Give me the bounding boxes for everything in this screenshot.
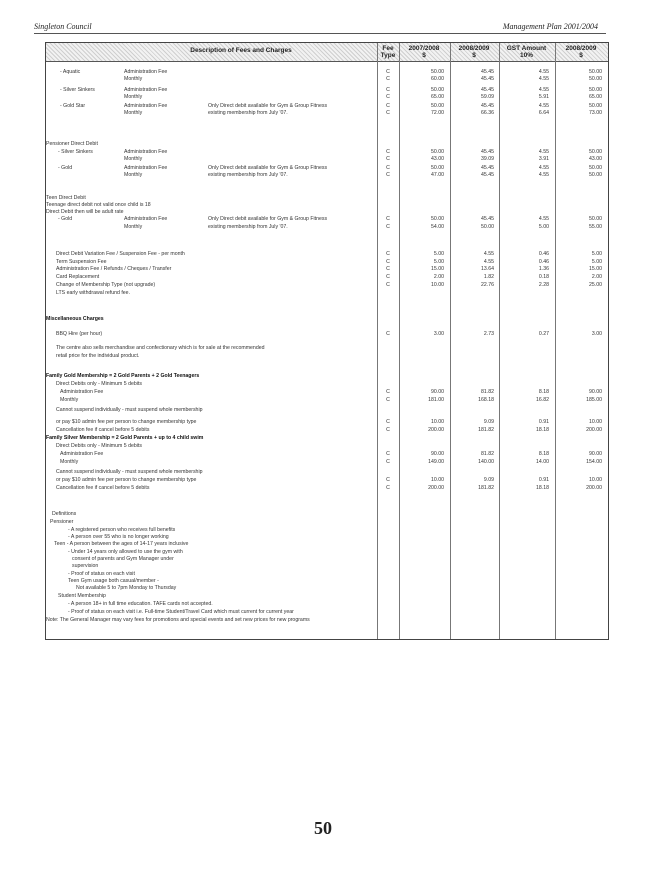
fee-2007-cell: 10.00 (431, 477, 444, 483)
definition-line: Teen - A person between the ages of 14-17 years inclusive (54, 541, 189, 547)
gst-cell: 0.91 (538, 477, 549, 483)
gst-cell: 5.91 (538, 94, 549, 100)
fee-2009-cell: 73.00 (589, 110, 602, 116)
row-label: Administration Fee (60, 451, 104, 457)
definition-line: Pensioner (50, 519, 74, 525)
fee-2008-cell: 81.82 (481, 451, 494, 457)
fee-2007-cell: 15.00 (431, 266, 444, 272)
definition-line: - Proof of status on each visit i.e. Full-time Student/Travel Card which must current for current year (68, 609, 294, 615)
fee-2008-cell: 4.55 (483, 251, 494, 257)
fee-type-cell: C (386, 451, 390, 457)
gst-cell: 0.91 (538, 419, 549, 425)
definitions-title: Definitions (52, 511, 77, 517)
fee-2008-cell: 45.45 (481, 216, 494, 222)
fee-type-cell: C (386, 103, 390, 109)
fee-2007-cell: 60.00 (431, 76, 444, 82)
fee-2008-cell: 9.09 (483, 419, 494, 425)
row-sublabel: Monthly (124, 110, 143, 116)
definition-line: - A person over 55 who is no longer working (68, 534, 169, 540)
fee-2009-cell: 10.00 (589, 419, 602, 425)
gst-cell: 1.36 (538, 266, 549, 272)
definition-line: supervision (72, 563, 99, 569)
gst-cell: 2.28 (538, 282, 549, 288)
fee-2007-cell: 65.00 (431, 94, 444, 100)
row-label: - Silver Sinkers (60, 87, 95, 93)
fee-type-cell: C (386, 172, 390, 178)
gst-cell: 16.82 (536, 397, 549, 403)
fee-2009-cell: 50.00 (589, 216, 602, 222)
gst-cell: 4.55 (538, 149, 549, 155)
row-label: The centre also sells merchandise and confectionary which is for sale at the recommended (56, 345, 265, 351)
gst-cell: 4.55 (538, 172, 549, 178)
row-label: Direct Debits only - Minimum 5 debits (56, 381, 142, 387)
gst-cell: 18.18 (536, 427, 549, 433)
fee-type-cell: C (386, 156, 390, 162)
row-sublabel: Monthly (124, 172, 143, 178)
row-label: Change of Membership Type (not upgrade) (56, 282, 156, 288)
fee-2008-cell: 81.82 (481, 389, 494, 395)
gst-cell: 0.27 (538, 331, 549, 337)
gst-cell: 0.46 (538, 259, 549, 265)
fee-2009-cell: 200.00 (586, 427, 602, 433)
gst-cell: 4.55 (538, 76, 549, 82)
column-divider (555, 43, 556, 639)
fee-2007-cell: 47.00 (431, 172, 444, 178)
row-label: - Silver Sinkers (58, 149, 93, 155)
fee-2008-cell: 39.09 (481, 156, 494, 162)
page-number: 50 (314, 818, 332, 838)
fee-2009-cell: 90.00 (589, 389, 602, 395)
fee-2009-cell: 3.00 (591, 331, 602, 337)
fee-type-cell: C (386, 110, 390, 116)
row-sublabel: Monthly (124, 76, 143, 82)
row-note: Only Direct debit available for Gym & Group Fitness (208, 103, 328, 109)
row-sublabel: Administration Fee (124, 165, 168, 171)
fee-2008-cell: 1.82 (483, 274, 494, 280)
fee-2007-cell: 54.00 (431, 224, 444, 230)
fee-2007-cell: 90.00 (431, 451, 444, 457)
row-sublabel: Administration Fee (124, 149, 168, 155)
fee-2007-cell: 50.00 (431, 216, 444, 222)
fee-type-cell: C (386, 87, 390, 93)
fee-2007-cell: 50.00 (431, 103, 444, 109)
fee-type-cell: C (386, 427, 390, 433)
year3-header: 2008/2009 $ (565, 45, 597, 59)
fee-2007-cell: 10.00 (431, 419, 444, 425)
gst-cell: 8.18 (538, 389, 549, 395)
row-label: Cancellation fee if cancel before 5 debits (56, 485, 150, 491)
fee-2008-cell: 45.45 (481, 103, 494, 109)
gst-cell: 4.55 (538, 103, 549, 109)
column-divider (377, 43, 378, 639)
fee-2008-cell: 2.73 (483, 331, 494, 337)
fee-2008-cell: 4.55 (483, 259, 494, 265)
gst-cell: 4.55 (538, 69, 549, 75)
row-label: Teenage direct debit not valid once child is 18 (46, 202, 151, 208)
row-note: Only Direct debit available for Gym & Group Fitness (208, 165, 328, 171)
row-note: existing membership from July '07. (208, 110, 288, 116)
header-rule (34, 33, 606, 34)
fee-2008-cell: 45.45 (481, 149, 494, 155)
fee-2009-cell: 25.00 (589, 282, 602, 288)
year1-header: 2007/2008 $ (408, 45, 440, 59)
gst-cell: 4.55 (538, 165, 549, 171)
fee-2008-cell: 22.76 (481, 282, 494, 288)
fee-type-cell: C (386, 274, 390, 280)
gst-cell: 3.91 (538, 156, 549, 162)
fee-2008-cell: 140.00 (478, 459, 494, 465)
page-header-right: Management Plan 2001/2004 (502, 22, 598, 31)
fee-2007-cell: 50.00 (431, 149, 444, 155)
gst-header: GST Amount 10% (506, 45, 547, 59)
column-divider (399, 43, 400, 639)
row-label: Card Replacement (56, 274, 100, 280)
fee-2007-cell: 200.00 (428, 427, 444, 433)
description-header: Description of Fees and Charges (190, 47, 292, 54)
row-label: Cancellation fee if cancel before 5 debits (56, 427, 150, 433)
fee-2007-cell: 181.00 (428, 397, 444, 403)
gst-cell: 5.00 (538, 224, 549, 230)
fee-2009-cell: 200.00 (586, 485, 602, 491)
fee-2009-cell: 50.00 (589, 103, 602, 109)
row-label: Miscellaneous Charges (46, 316, 104, 322)
row-label: retail price for the individual product. (56, 353, 140, 359)
definition-line: - A registered person who receives full benefits (68, 527, 176, 533)
fee-2008-cell: 45.45 (481, 165, 494, 171)
fee-2007-cell: 50.00 (431, 69, 444, 75)
gst-cell: 4.55 (538, 87, 549, 93)
fee-2008-cell: 45.45 (481, 69, 494, 75)
fee-2009-cell: 90.00 (589, 451, 602, 457)
fee-2008-cell: 45.45 (481, 172, 494, 178)
fee-2008-cell: 13.64 (481, 266, 494, 272)
fee-2007-cell: 72.00 (431, 110, 444, 116)
fee-2009-cell: 50.00 (589, 76, 602, 82)
definition-line: Not available 5 to 7pm Monday to Thursday (76, 585, 177, 591)
fee-2007-cell: 5.00 (433, 259, 444, 265)
fee-2009-cell: 5.00 (591, 251, 602, 257)
fee-type-cell: C (386, 216, 390, 222)
fee-2009-cell: 50.00 (589, 172, 602, 178)
row-sublabel: Monthly (124, 156, 143, 162)
fee-type-cell: C (386, 69, 390, 75)
row-label: Cannot suspend individually - must suspend whole membership (56, 469, 203, 475)
fee-type-cell: C (386, 94, 390, 100)
fee-type-cell: C (386, 459, 390, 465)
gst-cell: 4.55 (538, 216, 549, 222)
row-label: Direct Debit Variation Fee / Suspension Fee - per month (56, 251, 185, 257)
fees-table (45, 42, 609, 640)
row-label: Administration Fee (60, 389, 104, 395)
fee-2007-cell: 3.00 (433, 331, 444, 337)
fee-2009-cell: 43.00 (589, 156, 602, 162)
year2-header: 2008/2009 $ (458, 45, 490, 59)
fee-2009-cell: 5.00 (591, 259, 602, 265)
fee-2007-cell: 10.00 (431, 282, 444, 288)
row-note: existing membership from July '07. (208, 172, 288, 178)
fee-2008-cell: 59.09 (481, 94, 494, 100)
fee-2009-cell: 55.00 (589, 224, 602, 230)
fee-type-cell: C (386, 485, 390, 491)
fee-type-cell: C (386, 251, 390, 257)
row-label: or pay $10 admin fee per person to change membership type (56, 477, 197, 483)
fee-type-header: Fee Type (380, 45, 396, 59)
definition-line: - Proof of status on each visit (68, 571, 135, 577)
fee-2007-cell: 149.00 (428, 459, 444, 465)
row-label: - Gold Star (60, 103, 86, 109)
column-divider (499, 43, 500, 639)
row-sublabel: Administration Fee (124, 69, 168, 75)
definition-line: consent of parents and Gym Manager under (72, 556, 174, 562)
definition-line: Student Membership (58, 593, 106, 599)
fee-2009-cell: 50.00 (589, 165, 602, 171)
fee-type-cell: C (386, 419, 390, 425)
fee-2009-cell: 50.00 (589, 69, 602, 75)
fee-2009-cell: 2.00 (591, 274, 602, 280)
fee-2008-cell: 9.09 (483, 477, 494, 483)
fee-2008-cell: 50.00 (481, 224, 494, 230)
fee-type-cell: C (386, 266, 390, 272)
gst-cell: 0.46 (538, 251, 549, 257)
fee-2007-cell: 43.00 (431, 156, 444, 162)
fee-2007-cell: 50.00 (431, 165, 444, 171)
page-header-left: Singleton Council (34, 22, 92, 31)
fee-2009-cell: 50.00 (589, 149, 602, 155)
row-sublabel: Administration Fee (124, 216, 168, 222)
fee-type-cell: C (386, 76, 390, 82)
fee-2007-cell: 5.00 (433, 251, 444, 257)
row-label: Administration Fee / Refunds / Cheques / Transfer (56, 266, 172, 272)
row-label: or pay $10 admin fee per person to change membership type (56, 419, 197, 425)
row-label: - Gold (58, 165, 73, 171)
definition-line: Note: The General Manager may vary fees for promotions and special events and set new prices for new programs (46, 617, 310, 623)
definition-line: - Under 14 years only allowed to use the gym with (68, 549, 183, 555)
fee-2009-cell: 154.00 (586, 459, 602, 465)
row-label: Monthly (60, 397, 79, 403)
fee-2009-cell: 65.00 (589, 94, 602, 100)
fee-type-cell: C (386, 389, 390, 395)
row-sublabel: Monthly (124, 94, 143, 100)
fee-2008-cell: 45.45 (481, 76, 494, 82)
fee-type-cell: C (386, 259, 390, 265)
row-label: Teen Direct Debit (46, 195, 86, 201)
fee-type-cell: C (386, 224, 390, 230)
definition-line: - A person 18+ in full time education. TAFE cards not accepted. (68, 601, 213, 607)
fee-2009-cell: 185.00 (586, 397, 602, 403)
fee-2008-cell: 66.36 (481, 110, 494, 116)
fee-2008-cell: 181.82 (478, 427, 494, 433)
gst-cell: 14.00 (536, 459, 549, 465)
gst-cell: 8.18 (538, 451, 549, 457)
row-note: existing membership from July '07. (208, 224, 288, 230)
fee-2007-cell: 90.00 (431, 389, 444, 395)
row-sublabel: Administration Fee (124, 87, 168, 93)
fee-2008-cell: 45.45 (481, 87, 494, 93)
definition-line: Teen Gym usage both casual/member - (68, 578, 159, 584)
fee-2009-cell: 15.00 (589, 266, 602, 272)
row-label: - Gold (58, 216, 73, 222)
row-label: Direct Debits only - Minimum 5 debits (56, 443, 142, 449)
row-sublabel: Monthly (124, 224, 143, 230)
fee-type-cell: C (386, 397, 390, 403)
fee-2008-cell: 168.18 (478, 397, 494, 403)
fee-type-cell: C (386, 165, 390, 171)
fee-2009-cell: 50.00 (589, 87, 602, 93)
fee-2007-cell: 2.00 (433, 274, 444, 280)
fee-2009-cell: 10.00 (589, 477, 602, 483)
fee-type-cell: C (386, 149, 390, 155)
row-label: Family Silver Membership = 2 Gold Parents + up to 4 child swim (46, 435, 204, 441)
fee-2008-cell: 181.82 (478, 485, 494, 491)
row-label: - Aquatic (60, 69, 81, 75)
fee-type-cell: C (386, 331, 390, 337)
fee-2007-cell: 200.00 (428, 485, 444, 491)
row-label: Pensioner Direct Debit (46, 141, 98, 147)
row-sublabel: Administration Fee (124, 103, 168, 109)
fee-type-cell: C (386, 477, 390, 483)
gst-cell: 18.18 (536, 485, 549, 491)
row-label: BBQ Hire (per hour) (56, 331, 103, 337)
row-note: Only Direct debit available for Gym & Group Fitness (208, 216, 328, 222)
row-label: LTS early withdrawal refund fee. (56, 290, 131, 296)
fee-type-cell: C (386, 282, 390, 288)
row-label: Monthly (60, 459, 79, 465)
gst-cell: 6.64 (538, 110, 549, 116)
row-label: Cannot suspend individually - must suspend whole membership (56, 407, 203, 413)
row-label: Term Suspension Fee (56, 259, 107, 265)
row-label: Direct Debit then will be adult rate (46, 209, 124, 215)
gst-cell: 0.18 (538, 274, 549, 280)
fee-2007-cell: 50.00 (431, 87, 444, 93)
row-label: Family Gold Membership = 2 Gold Parents + 2 Gold Teenagers (46, 373, 200, 379)
column-divider (450, 43, 451, 639)
